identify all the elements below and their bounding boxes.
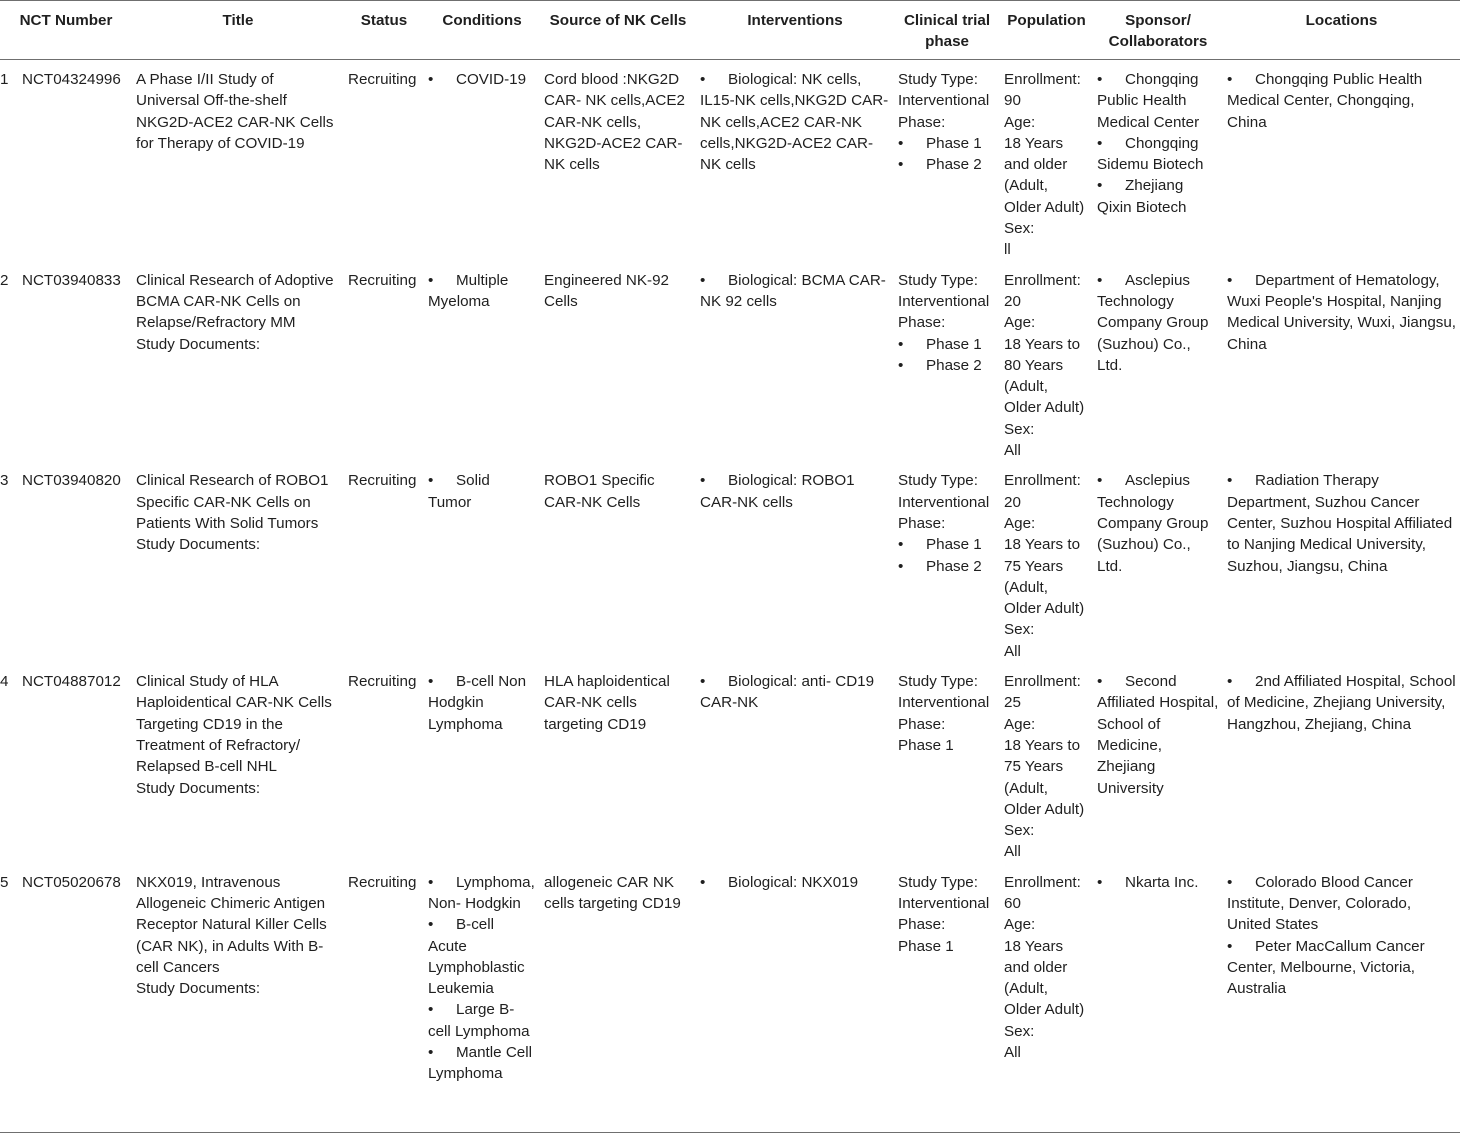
study-documents-label: Study Documents: (136, 536, 261, 554)
age-label: Age: (1004, 314, 1036, 332)
intervention-item (700, 270, 890, 313)
table-row (0, 261, 1460, 462)
phase-item (898, 133, 996, 154)
bullet-icon: • (700, 271, 706, 289)
nct-number: NCT04324996 (22, 71, 121, 88)
trial-title: Clinical Research of Adoptive BCMA CAR-NK Cells on Relapse/Refractory MM (136, 271, 334, 332)
sex-label: Sex: (1004, 621, 1035, 639)
row-number: 2 (0, 271, 9, 289)
trial-title: Clinical Study of HLA Haploidentical CAR-NK Cells Targeting CD19 in the Treatment of Refractory/ Relapsed B-cell NHL (136, 673, 332, 776)
table-row (0, 60, 1460, 261)
phase-item (898, 154, 996, 175)
age-value: 18 Years to 80 Years (Adult, Older Adult) (1004, 335, 1085, 417)
row-number: 5 (0, 873, 9, 891)
study-type: Study Type: Interventional (898, 673, 990, 712)
row-number-cell (0, 461, 18, 662)
bullet-icon: • (898, 557, 904, 575)
locations-cell (1223, 863, 1460, 1133)
sponsor-item-text: Nkarta Inc. (1125, 873, 1199, 891)
locations-cell (1223, 461, 1460, 662)
conditions-list (428, 671, 536, 735)
study-type: Study Type: Interventional (898, 71, 990, 110)
intervention-item (700, 470, 890, 513)
sex-label: Sex: (1004, 1022, 1035, 1040)
trial-title: Clinical Research of ROBO1 Specific CAR-NK Cells on Patients With Solid Tumors (136, 472, 329, 532)
bullet-icon: • (1097, 673, 1103, 691)
status-cell (344, 662, 424, 863)
sex-value: All (1004, 1044, 1021, 1062)
bullet-icon: • (898, 156, 904, 174)
header-sponsor (1093, 1, 1223, 60)
conditions-cell (424, 461, 540, 662)
locations-list (1227, 671, 1456, 735)
trial-title: NKX019, Intravenous Allogeneic Chimeric Antigen Receptor Natural Killer Cells (CAR NK), in Adults With B-cell Cancers (136, 873, 327, 976)
enrollment-value: 20 (1004, 493, 1021, 511)
condition-item (428, 671, 536, 735)
bullet-icon: • (1227, 873, 1233, 891)
location-item (1227, 69, 1456, 133)
condition-item-text: B-cell Acute Lymphoblastic Leukemia (428, 916, 525, 998)
locations-list (1227, 872, 1456, 1000)
row-number-cell (0, 662, 18, 863)
conditions-list (428, 872, 536, 1085)
condition-item (428, 914, 536, 999)
sponsor-item-text: Asclepius Technology Company Group (Suzhou) Co., Ltd. (1097, 472, 1209, 575)
row-number-cell (0, 261, 18, 462)
title-cell (132, 461, 344, 662)
location-item (1227, 936, 1456, 1000)
sponsor-item-text: Second Affiliated Hospital, School of Medicine, Zhejiang University (1097, 673, 1219, 797)
enrollment-label: Enrollment: (1004, 71, 1081, 88)
sponsor-item-text: Chongqing Public Health Medical Center (1097, 71, 1200, 131)
interventions-list (700, 872, 890, 893)
table-body (0, 60, 1460, 1133)
phase-list (898, 334, 996, 377)
condition-item-text: Multiple Myeloma (428, 271, 509, 310)
age-label: Age: (1004, 916, 1036, 934)
conditions-cell (424, 863, 540, 1133)
age-value: 18 Years and older (Adult, Older Adult) (1004, 134, 1085, 216)
phase-value: Phase 1 (898, 736, 954, 754)
phase-cell (894, 863, 1000, 1133)
age-value: 18 Years to 75 Years (Adult, Older Adult) (1004, 736, 1085, 818)
sex-value: All (1004, 642, 1021, 660)
bullet-icon: • (428, 916, 434, 934)
conditions-cell (424, 261, 540, 462)
condition-item (428, 999, 536, 1042)
header-phase (894, 1, 1000, 60)
source-cell (540, 662, 696, 863)
bullet-icon: • (700, 873, 706, 891)
locations-cell (1223, 662, 1460, 863)
interventions-list (700, 69, 890, 175)
source-text: allogeneic CAR NK cells targeting CD19 (544, 873, 681, 912)
header-phase-line2: phase (925, 33, 969, 50)
sponsor-item-text: Chongqing Sidemu Biotech (1097, 134, 1204, 174)
bullet-icon: • (428, 873, 434, 891)
header-source: Source of NK Cells (549, 12, 687, 29)
status-cell (344, 60, 424, 261)
bullet-icon: • (1097, 472, 1103, 490)
sex-value: All (1004, 442, 1021, 460)
study-documents-label: Study Documents: (136, 335, 261, 353)
source-cell (540, 863, 696, 1133)
bullet-icon: • (1227, 937, 1233, 955)
sponsor-cell (1093, 60, 1223, 261)
source-cell (540, 261, 696, 462)
nct-number-cell (18, 863, 132, 1133)
sponsor-cell (1093, 461, 1223, 662)
location-item (1227, 470, 1456, 576)
title-cell (132, 863, 344, 1133)
interventions-cell (696, 662, 894, 863)
nct-number-cell (18, 662, 132, 863)
sponsor-list (1097, 270, 1219, 376)
header-row (0, 1, 1460, 60)
bullet-icon: • (898, 335, 904, 353)
status-cell (344, 863, 424, 1133)
phase-value: Phase 1 (898, 937, 954, 955)
title-cell (132, 662, 344, 863)
nct-number: NCT03940833 (22, 271, 121, 289)
intervention-item-text: Biological: BCMA CAR-NK 92 cells (700, 271, 886, 310)
bullet-icon: • (700, 472, 706, 490)
intervention-item-text: Biological: NKX019 (728, 873, 859, 891)
location-item-text: 2nd Affiliated Hospital, School of Medicine, Zhejiang University, Hangzhou, Zhejiang, China (1227, 673, 1456, 733)
table-row (0, 461, 1460, 662)
sponsor-cell (1093, 261, 1223, 462)
sponsor-list (1097, 69, 1219, 218)
nct-number: NCT03940820 (22, 472, 121, 490)
bullet-icon: • (898, 356, 904, 374)
condition-item-text: COVID-19 (456, 71, 527, 88)
population-cell (1000, 60, 1093, 261)
phase-label: Phase: (898, 113, 946, 131)
source-cell (540, 461, 696, 662)
sex-value: All (1004, 843, 1021, 861)
sponsor-item (1097, 69, 1219, 133)
status-cell (344, 261, 424, 462)
status-cell (344, 461, 424, 662)
condition-item-text: Mantle Cell Lymphoma (428, 1044, 532, 1083)
conditions-cell (424, 662, 540, 863)
phase-item (898, 355, 996, 376)
location-item-text: Peter MacCallum Cancer Center, Melbourne, Victoria, Australia (1227, 937, 1425, 998)
source-text: ROBO1 Specific CAR-NK Cells (544, 472, 655, 511)
nct-number: NCT04887012 (22, 673, 121, 691)
phase-cell (894, 662, 1000, 863)
interventions-list (700, 470, 890, 513)
population-cell (1000, 461, 1093, 662)
sponsor-list (1097, 470, 1219, 576)
status-text: Recruiting (348, 673, 417, 691)
bullet-icon: • (1227, 271, 1233, 289)
phase-label: Phase: (898, 715, 946, 733)
header-sponsor-line1: Sponsor/ (1125, 12, 1191, 29)
phase-label: Phase: (898, 514, 946, 532)
bullet-icon: • (428, 1044, 434, 1062)
phase-list (898, 534, 996, 577)
study-documents-label: Study Documents: (136, 980, 261, 998)
intervention-item (700, 69, 890, 175)
location-item (1227, 270, 1456, 355)
age-value: 18 Years and older (Adult, Older Adult) (1004, 937, 1085, 1019)
interventions-list (700, 270, 890, 313)
conditions-list (428, 470, 536, 513)
condition-item (428, 69, 536, 90)
enrollment-label: Enrollment: (1004, 472, 1081, 490)
phase-item-text: Phase 1 (926, 536, 982, 554)
status-text: Recruiting (348, 271, 417, 289)
bullet-icon: • (1097, 177, 1103, 195)
header-sponsor-line2: Collaborators (1108, 33, 1208, 50)
nct-number-cell (18, 60, 132, 261)
sex-label: Sex: (1004, 822, 1035, 840)
phase-item-text: Phase 2 (926, 356, 982, 374)
interventions-cell (696, 261, 894, 462)
phase-item-text: Phase 2 (926, 557, 982, 575)
sponsor-item (1097, 270, 1219, 376)
bullet-icon: • (1097, 873, 1103, 891)
header-nct-number: NCT Number (19, 12, 113, 29)
source-text: Cord blood :NKG2D CAR- NK cells,ACE2 CAR-NK cells, NKG2D-ACE2 CAR-NK cells (544, 71, 685, 174)
sponsor-item (1097, 175, 1219, 218)
phase-item-text: Phase 1 (926, 335, 982, 353)
bullet-icon: • (898, 134, 904, 152)
status-text: Recruiting (348, 873, 417, 891)
bullet-icon: • (428, 71, 434, 88)
phase-cell (894, 60, 1000, 261)
status-text: Recruiting (348, 71, 417, 88)
row-number: 3 (0, 472, 9, 490)
header-conditions: Conditions (442, 12, 522, 29)
conditions-list (428, 270, 536, 313)
conditions-list (428, 69, 536, 90)
sex-label: Sex: (1004, 420, 1035, 438)
age-label: Age: (1004, 514, 1036, 532)
study-type: Study Type: Interventional (898, 472, 990, 511)
sponsor-cell (1093, 863, 1223, 1133)
sex-value: ll (1004, 241, 1011, 259)
bullet-icon: • (428, 271, 434, 289)
bullet-icon: • (1227, 472, 1233, 490)
enrollment-value: 60 (1004, 894, 1021, 912)
enrollment-label: Enrollment: (1004, 673, 1081, 691)
location-item-text: Chongqing Public Health Medical Center, Chongqing, China (1227, 71, 1423, 131)
bullet-icon: • (1097, 134, 1103, 152)
bullet-icon: • (428, 472, 434, 490)
condition-item (428, 872, 536, 915)
bullet-icon: • (700, 71, 706, 88)
row-number: 4 (0, 673, 9, 691)
nct-number-cell (18, 461, 132, 662)
condition-item (428, 270, 536, 313)
bullet-icon: • (1097, 271, 1103, 289)
sex-label: Sex: (1004, 220, 1035, 238)
source-text: Engineered NK-92 Cells (544, 271, 669, 310)
sponsor-item (1097, 872, 1219, 893)
header-title: Title (222, 12, 254, 29)
title-cell (132, 60, 344, 261)
population-cell (1000, 261, 1093, 462)
bullet-icon: • (1227, 71, 1233, 88)
condition-item (428, 470, 536, 513)
population-cell (1000, 863, 1093, 1133)
sponsor-item (1097, 470, 1219, 576)
enrollment-value: 20 (1004, 292, 1021, 310)
phase-label: Phase: (898, 314, 946, 332)
header-phase-line1: Clinical trial (903, 12, 991, 29)
header-interventions: Interventions (747, 12, 843, 29)
source-cell (540, 60, 696, 261)
age-label: Age: (1004, 715, 1036, 733)
row-number-cell (0, 60, 18, 261)
intervention-item-text: Biological: ROBO1 CAR-NK cells (700, 472, 855, 511)
study-type: Study Type: Interventional (898, 873, 990, 912)
phase-cell (894, 261, 1000, 462)
enrollment-label: Enrollment: (1004, 271, 1081, 289)
table-row (0, 863, 1460, 1133)
intervention-item-text: Biological: anti- CD19 CAR-NK (700, 673, 875, 712)
sponsor-item (1097, 671, 1219, 799)
locations-cell (1223, 60, 1460, 261)
header-status: Status (360, 12, 408, 29)
phase-item (898, 556, 996, 577)
phase-item-text: Phase 1 (926, 134, 982, 152)
study-type: Study Type: Interventional (898, 271, 990, 310)
location-item (1227, 872, 1456, 936)
interventions-cell (696, 863, 894, 1133)
phase-cell (894, 461, 1000, 662)
bullet-icon: • (1227, 673, 1233, 691)
table-row (0, 662, 1460, 863)
row-number: 1 (0, 71, 9, 88)
phase-item (898, 334, 996, 355)
population-cell (1000, 662, 1093, 863)
interventions-cell (696, 461, 894, 662)
title-cell (132, 261, 344, 462)
source-text: HLA haploidentical CAR-NK cells targeting CD19 (544, 673, 670, 733)
header-locations: Locations (1305, 12, 1378, 29)
location-item-text: Colorado Blood Cancer Institute, Denver, Colorado, United States (1227, 873, 1413, 934)
condition-item (428, 1042, 536, 1085)
phase-label: Phase: (898, 916, 946, 934)
row-number-cell (0, 863, 18, 1133)
condition-item-text: Lymphoma, Non- Hodgkin (428, 873, 535, 912)
header-population: Population (1007, 12, 1086, 29)
nct-number: NCT05020678 (22, 873, 121, 891)
locations-list (1227, 69, 1456, 133)
locations-list (1227, 470, 1456, 576)
sponsor-item (1097, 133, 1219, 176)
interventions-cell (696, 60, 894, 261)
sponsor-cell (1093, 662, 1223, 863)
nct-number-cell (18, 261, 132, 462)
locations-list (1227, 270, 1456, 355)
sponsor-item-text: Asclepius Technology Company Group (Suzhou) Co., Ltd. (1097, 271, 1209, 374)
location-item (1227, 671, 1456, 735)
location-item-text: Department of Hematology, Wuxi People's Hospital, Nanjing Medical University, Wuxi, Jiangsu, China (1227, 271, 1457, 353)
enrollment-value: 90 (1004, 92, 1021, 110)
intervention-item (700, 671, 890, 714)
phase-item (898, 534, 996, 555)
bullet-icon: • (700, 673, 706, 691)
status-text: Recruiting (348, 472, 417, 490)
condition-item-text: Large B-cell Lymphoma (428, 1001, 530, 1040)
sponsor-list (1097, 872, 1219, 893)
bullet-icon: • (1097, 71, 1103, 88)
phase-item-text: Phase 2 (926, 156, 982, 174)
intervention-item (700, 872, 890, 893)
enrollment-value: 25 (1004, 694, 1021, 712)
enrollment-label: Enrollment: (1004, 873, 1081, 891)
bullet-icon: • (428, 1001, 434, 1019)
sponsor-list (1097, 671, 1219, 799)
location-item-text: Radiation Therapy Department, Suzhou Cancer Center, Suzhou Hospital Affiliated to Nanjing Medical University, Suzhou, Jiangsu, China (1227, 472, 1453, 575)
bullet-icon: • (428, 673, 434, 691)
age-label: Age: (1004, 113, 1036, 131)
condition-item-text: Solid Tumor (428, 472, 490, 511)
bullet-icon: • (898, 536, 904, 554)
age-value: 18 Years to 75 Years (Adult, Older Adult) (1004, 536, 1085, 618)
sponsor-item-text: Zhejiang Qixin Biotech (1097, 177, 1187, 216)
locations-cell (1223, 261, 1460, 462)
study-documents-label: Study Documents: (136, 779, 261, 797)
intervention-item-text: Biological: NK cells, IL15-NK cells,NKG2D CAR- NK cells,ACE2 CAR-NK cells,NKG2D-ACE2 CAR-NK cells (700, 71, 889, 174)
condition-item-text: B-cell Non Hodgkin Lymphoma (428, 673, 527, 733)
phase-list (898, 133, 996, 176)
trial-title: A Phase I/II Study of Universal Off-the-shelf NKG2D-ACE2 CAR-NK Cells for Therapy of COVID-19 (136, 71, 334, 152)
interventions-list (700, 671, 890, 714)
conditions-cell (424, 60, 540, 261)
